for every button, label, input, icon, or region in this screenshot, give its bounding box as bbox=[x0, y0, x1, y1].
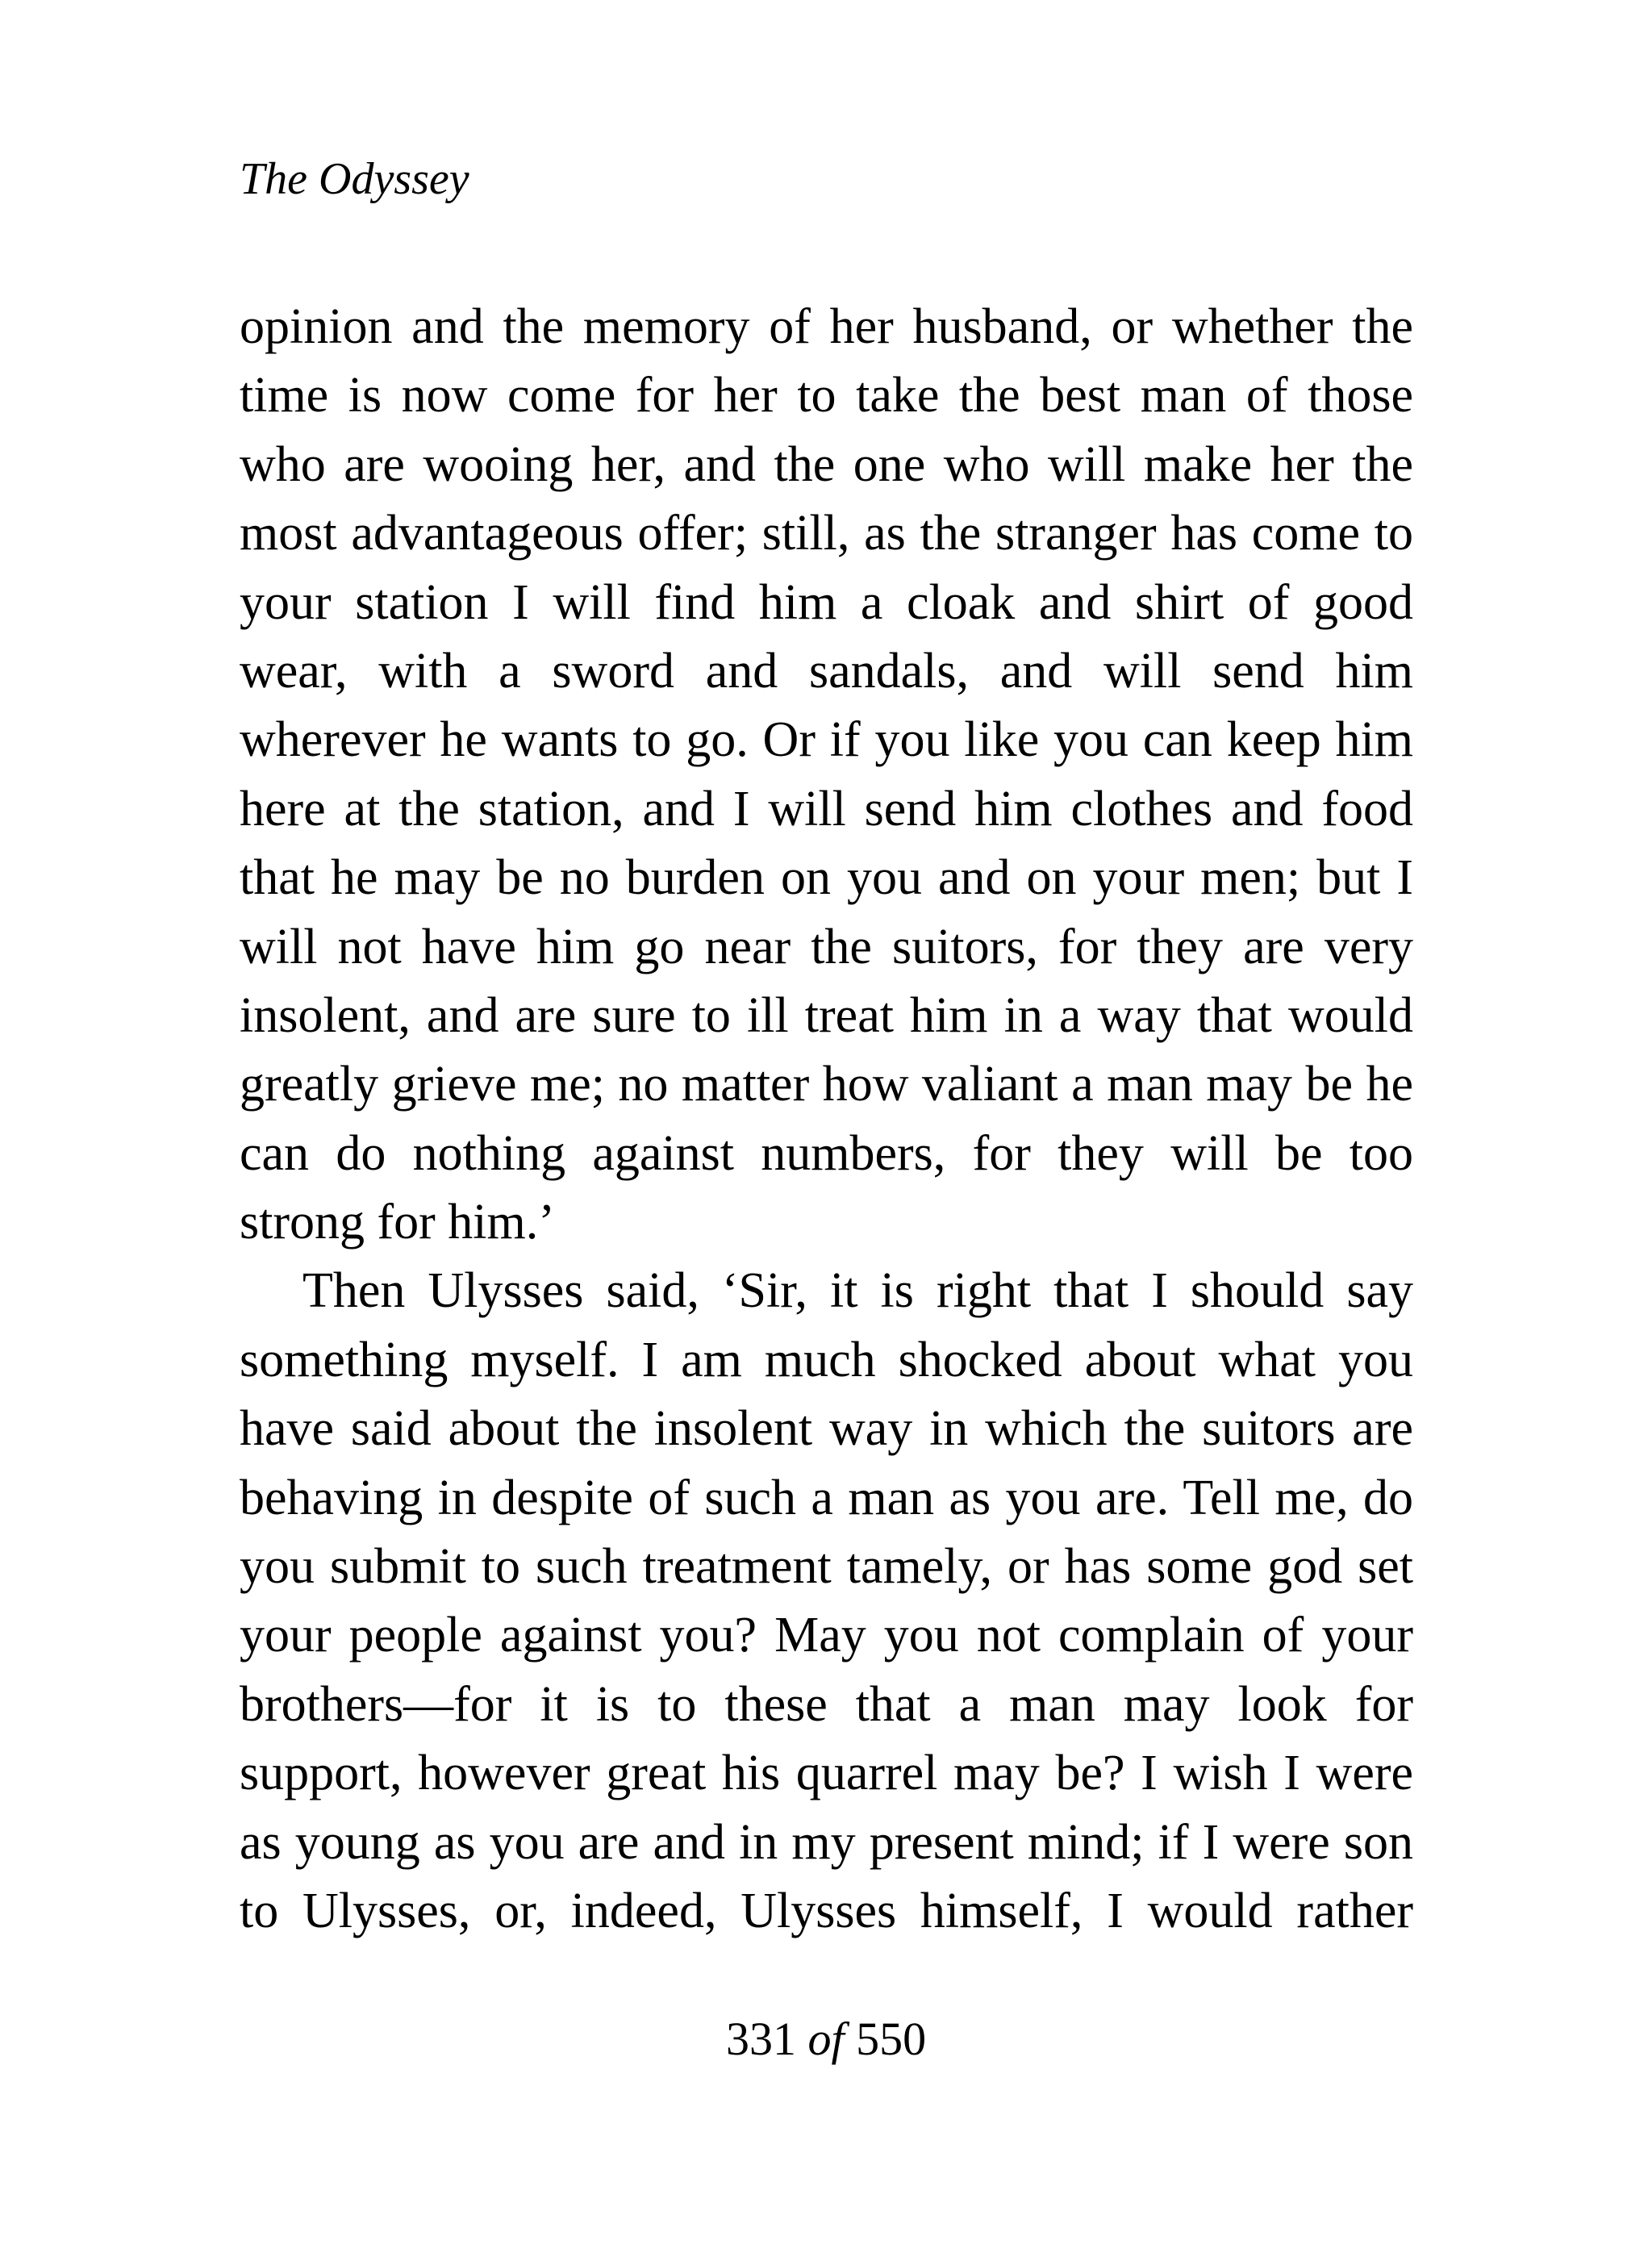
text-line: who are wooing her, and the one who will make her the bbox=[240, 436, 1413, 492]
text-line: that he may be no burden on you and on your men; but I bbox=[240, 850, 1413, 906]
text-line: behaving in despite of such a man as you are. Tell me, do bbox=[240, 1470, 1413, 1525]
current-page-number: 331 bbox=[725, 2013, 796, 2065]
text-line: most advantageous offer; still, as the stranger has come to bbox=[240, 506, 1413, 561]
text-line-paragraph-start: Then Ulysses said, ‘Sir, it is right that I should say bbox=[302, 1263, 1413, 1319]
running-head-title: The Odyssey bbox=[240, 154, 469, 204]
text-line: time is now come for her to take the best man of those bbox=[240, 368, 1413, 423]
text-line: to Ulysses, or, indeed, Ulysses himself, I would rather bbox=[240, 1883, 1413, 1938]
text-line: your people against you? May you not complain of your bbox=[240, 1608, 1413, 1663]
text-line: support, however great his quarrel may be? I wish I were bbox=[240, 1746, 1413, 1801]
text-line: can do nothing against numbers, for they will be too bbox=[240, 1125, 1413, 1181]
text-line: you submit to such treatment tamely, or has some god set bbox=[240, 1539, 1413, 1595]
text-line: wherever he wants to go. Or if you like you can keep him bbox=[240, 712, 1413, 768]
page-number-separator: of bbox=[807, 2013, 845, 2065]
text-line: your station I will find him a cloak and shirt of good bbox=[240, 574, 1413, 630]
text-line-paragraph-end: strong for him.’ bbox=[240, 1195, 555, 1250]
text-line: here at the station, and I will send him clothes and food bbox=[240, 781, 1413, 837]
text-line: wear, with a sword and sandals, and will send him bbox=[240, 643, 1413, 699]
page-number bbox=[0, 2009, 1652, 2070]
text-line: as young as you are and in my present mind; if I were son bbox=[240, 1814, 1413, 1870]
body-text bbox=[240, 293, 1413, 1946]
text-line: brothers—for it is to these that a man may look for bbox=[240, 1676, 1413, 1732]
text-line: greatly grieve me; no matter how valiant a man may be he bbox=[240, 1057, 1413, 1112]
text-line: will not have him go near the suitors, for they are very bbox=[240, 919, 1413, 974]
text-line: insolent, and are sure to ill treat him in a way that would bbox=[240, 987, 1413, 1043]
text-line: opinion and the memory of her husband, or whether the bbox=[240, 299, 1413, 354]
total-page-count: 550 bbox=[856, 2013, 927, 2065]
text-line: something myself. I am much shocked about what you bbox=[240, 1332, 1413, 1387]
text-line: have said about the insolent way in which the suitors are bbox=[240, 1401, 1413, 1457]
